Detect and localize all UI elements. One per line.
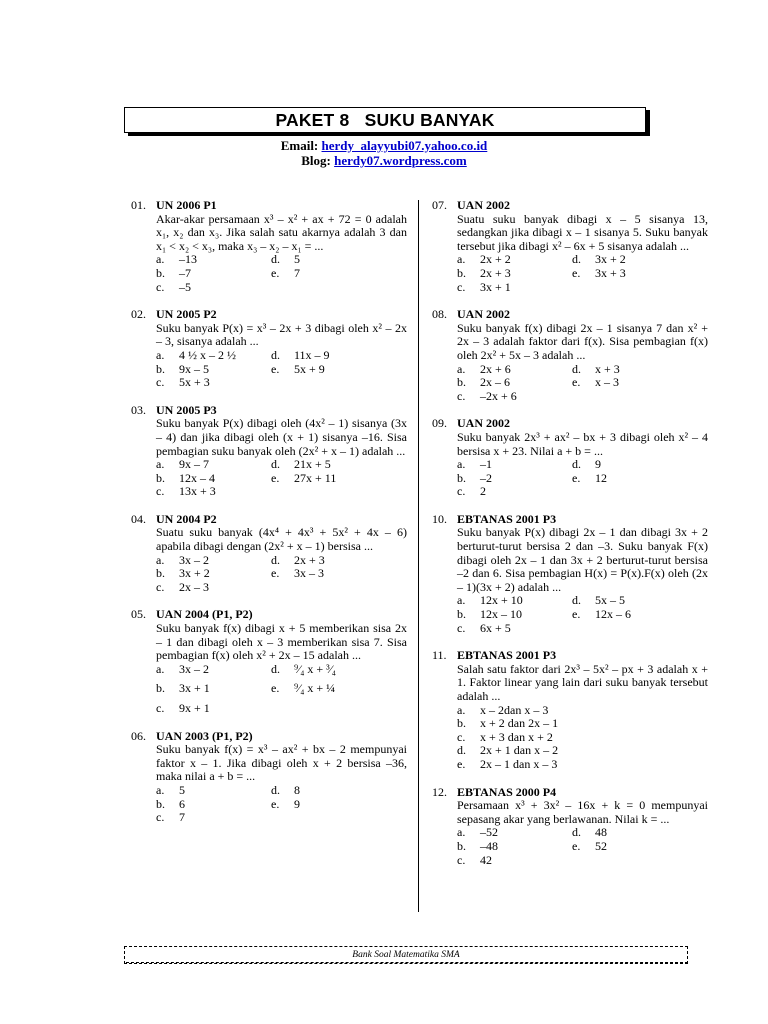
option-letter: c. (156, 375, 165, 390)
option (457, 622, 572, 636)
option-list (457, 253, 708, 294)
question-source: UAN 2002 (457, 198, 510, 212)
question (432, 417, 708, 499)
option-list (156, 663, 407, 716)
option-value: 13x + 3 (179, 484, 216, 499)
option-list (156, 554, 407, 595)
option (457, 253, 572, 267)
option-letter: b. (457, 716, 466, 731)
option (156, 458, 271, 472)
option-value: 3x + 2 (595, 252, 626, 267)
question-number: 10. (432, 511, 447, 526)
option (572, 267, 708, 281)
option-value: 12x + 10 (480, 593, 523, 608)
blog-label: Blog: (301, 153, 335, 168)
option-value: 9x + 1 (179, 701, 210, 715)
option-value: 27x + 11 (294, 470, 337, 485)
option (572, 363, 708, 377)
option (156, 376, 271, 390)
option-value: 52 (595, 838, 607, 853)
option-letter: c. (156, 279, 165, 294)
option-letter: a. (156, 457, 165, 472)
option-value: 2x + 3 (480, 265, 511, 280)
question-text: Suku banyak f(x) dibagi 2x – 1 sisanya 7 dan x² + 2x – 3 adalah faktor dari f(x). Sisa pembagian f(x) oleh 2x² + 5x – 3 adalah ... (457, 320, 708, 362)
option (156, 472, 271, 486)
option-letter: a. (156, 552, 165, 567)
option (156, 811, 271, 825)
option-letter: e. (572, 607, 581, 622)
option-list (457, 594, 708, 635)
option (457, 267, 572, 281)
option-value: –7 (179, 265, 191, 280)
option (271, 458, 407, 472)
option-letter: e. (572, 470, 581, 485)
option-letter: d. (572, 457, 581, 472)
option (271, 567, 407, 581)
option (156, 702, 271, 716)
option (457, 704, 708, 718)
option-value: 12x – 6 (595, 607, 631, 622)
questions-right-column (432, 199, 708, 881)
option-value: 3x – 3 (294, 566, 324, 581)
option-value: 7 (294, 265, 300, 280)
option-letter: a. (457, 593, 466, 608)
option-letter: c. (156, 701, 165, 715)
option-letter: c. (457, 620, 466, 635)
option (457, 744, 708, 758)
option-value: 9x – 7 (179, 457, 209, 472)
option-letter: d. (457, 743, 466, 758)
option-list (156, 784, 407, 825)
option-letter: d. (572, 361, 581, 376)
option-letter: a. (457, 252, 466, 267)
option (271, 682, 407, 696)
option-letter: c. (457, 852, 466, 867)
option (457, 458, 572, 472)
option-letter: b. (457, 375, 466, 390)
question (432, 199, 708, 294)
option-value: x – 2dan x – 3 (480, 702, 549, 717)
option (457, 758, 708, 772)
option-value: 11x – 9 (294, 347, 330, 362)
option (271, 784, 407, 798)
question-source: UN 2005 P2 (156, 307, 217, 322)
blog-line (0, 153, 768, 168)
option (156, 281, 271, 295)
footer-text: Bank Soal Matematika SMA (352, 950, 460, 960)
question-text: Suku banyak P(x) = x³ – 2x + 3 dibagi oleh x² – 2x – 3, sisanya adalah ... (156, 320, 407, 349)
option-value: 5 (294, 252, 300, 267)
option-letter: b. (457, 838, 466, 853)
question-text: Suatu suku banyak dibagi x – 5 sisanya 13, sedangkan jika dibagi x – 1 sisanya 5. Suku banyak tersebut jika dibagi x² – 6x + 5 sisanya adalah ... (457, 211, 708, 253)
option-value: 5x – 5 (595, 593, 625, 608)
option-list (156, 253, 407, 294)
option (271, 363, 407, 377)
option-value: –52 (480, 825, 498, 840)
option (572, 472, 708, 486)
question-number: 11. (432, 648, 447, 663)
question-text: Suku banyak P(x) dibagi oleh (4x² – 1) sisanya (3x – 4) dan jika dibagi oleh (x + 1) sisanya –16. Sisa pembagian suku banyak oleh (2x² + x – 1) adalah ... (156, 416, 407, 458)
option-value: ⁹⁄₄ x + ³⁄₄ (294, 661, 336, 676)
option-value: x + 2 dan 2x – 1 (480, 716, 559, 731)
option-letter: a. (457, 457, 466, 472)
option-list (457, 826, 708, 867)
option-letter: c. (457, 484, 466, 499)
option-value: 2x + 3 (294, 552, 325, 567)
option-letter: e. (271, 566, 280, 581)
option-letter: e. (572, 265, 581, 280)
option (156, 349, 271, 363)
question (432, 308, 708, 403)
option (457, 731, 708, 745)
option (271, 267, 407, 281)
option (457, 717, 708, 731)
option-letter: e. (271, 681, 280, 696)
option-letter: c. (457, 388, 466, 403)
option-letter: b. (156, 566, 165, 581)
option (156, 253, 271, 267)
question-source: EBTANAS 2001 P3 (457, 511, 557, 526)
option-letter: d. (271, 347, 280, 362)
option-value: 21x + 5 (294, 457, 331, 472)
option-value: 9x – 5 (179, 361, 209, 376)
option-value: 2x + 2 (480, 252, 511, 267)
option-value: 3x + 2 (179, 566, 210, 581)
option-value: 2x – 3 (179, 579, 209, 594)
option-value: 12 (595, 470, 607, 485)
option-value: 8 (294, 782, 300, 797)
option (156, 485, 271, 499)
option-value: –1 (480, 457, 492, 472)
option (457, 485, 572, 499)
option (156, 363, 271, 377)
option-letter: b. (156, 470, 165, 485)
option (572, 594, 708, 608)
option-letter: d. (572, 252, 581, 267)
option-value: –48 (480, 838, 498, 853)
question-number: 05. (131, 607, 146, 622)
option-letter: e. (271, 470, 280, 485)
option-value: 48 (595, 825, 607, 840)
questions-left-column (131, 199, 407, 839)
option-value: 5 (179, 782, 185, 797)
option-value: 2x + 1 dan x – 2 (480, 743, 559, 758)
question-source: UAN 2002 (457, 416, 510, 431)
option-value: –5 (179, 279, 191, 294)
question-number: 12. (432, 784, 447, 799)
option (572, 376, 708, 390)
option-value: x + 3 (595, 361, 620, 376)
option-value: 3x + 3 (595, 265, 626, 280)
option-letter: b. (156, 361, 165, 376)
question-source: EBTANAS 2000 P4 (457, 784, 557, 799)
option-letter: d. (271, 782, 280, 797)
option-letter: d. (271, 252, 280, 267)
option-value: x – 3 (595, 375, 619, 390)
option-letter: a. (457, 825, 466, 840)
option-value: 7 (179, 810, 185, 825)
option-value: –13 (179, 252, 197, 267)
option (572, 458, 708, 472)
option-value: 9 (294, 796, 300, 811)
option-letter: a. (156, 252, 165, 267)
option-letter: b. (156, 265, 165, 280)
option-letter: e. (271, 796, 280, 811)
option-letter: c. (457, 729, 466, 744)
option (572, 826, 708, 840)
question-text: Suku banyak f(x) = x³ – ax² + bx – 2 mempunyai faktor x – 1. Jika dibagi oleh x + 2 bersisa –36, maka nilai a + b = ... (156, 742, 407, 784)
question (432, 649, 708, 771)
question-number: 07. (432, 198, 447, 212)
option-letter: d. (572, 825, 581, 840)
option-letter: c. (156, 810, 165, 825)
question (131, 608, 407, 715)
question (131, 199, 407, 294)
question (131, 513, 407, 595)
option (156, 567, 271, 581)
option-value: 4 ½ x – 2 ½ (179, 347, 236, 362)
option-letter: c. (457, 279, 466, 294)
question-source: UAN 2002 (457, 307, 510, 322)
column-divider (418, 200, 419, 912)
option-letter: b. (457, 265, 466, 280)
option-value: 2x – 6 (480, 375, 510, 390)
option-value: 3x + 1 (480, 279, 511, 294)
question-number: 04. (131, 511, 146, 526)
option (271, 554, 407, 568)
question-number: 01. (131, 198, 146, 212)
question-text: Suku banyak 2x³ + ax² – bx + 3 dibagi oleh x² – 4 bersisa x + 23. Nilai a + b = ... (457, 429, 708, 458)
page-title: PAKET 8 SUKU BANYAK (275, 109, 495, 130)
question-source: UN 2005 P3 (156, 402, 217, 417)
question-number: 09. (432, 416, 447, 431)
option (457, 376, 572, 390)
option-letter: a. (457, 361, 466, 376)
option-letter: e. (572, 838, 581, 853)
question-number: 08. (432, 307, 447, 322)
option-letter: b. (457, 470, 466, 485)
question (131, 308, 407, 390)
question (131, 404, 407, 499)
option-value: 2x + 6 (480, 361, 511, 376)
option-value: 9 (595, 457, 601, 472)
option (457, 594, 572, 608)
option-letter: d. (271, 661, 280, 676)
question-number: 02. (131, 307, 146, 322)
option-value: 3x – 2 (179, 661, 209, 676)
page-title-box (124, 107, 646, 133)
option (457, 840, 572, 854)
footer-shadow-line (126, 962, 688, 964)
option (457, 826, 572, 840)
option-letter: b. (457, 607, 466, 622)
option-value: 3x + 1 (179, 681, 210, 696)
email-link[interactable]: herdy_alayyubi07.yahoo.co.id (321, 138, 488, 153)
option-letter: e. (271, 265, 280, 280)
option-letter: c. (156, 579, 165, 594)
option (156, 784, 271, 798)
question-source: UAN 2003 (P1, P2) (156, 728, 253, 743)
option-value: 5x + 9 (294, 361, 325, 376)
option (271, 663, 407, 677)
option (457, 472, 572, 486)
option (572, 840, 708, 854)
question-number: 03. (131, 402, 146, 417)
option (457, 390, 572, 404)
question-text: Suku banyak f(x) dibagi x + 5 memberikan sisa 2x – 1 dan dibagi oleh x – 3 memberikan sisa 7. Sisa pembagian f(x) oleh x² + 2x – 15 adalah ... (156, 621, 407, 663)
option-list (457, 704, 708, 772)
option-list (457, 363, 708, 404)
option (457, 608, 572, 622)
question-source: UN 2004 P2 (156, 511, 217, 526)
option (156, 798, 271, 812)
option-letter: d. (271, 457, 280, 472)
question-text: Suku banyak P(x) dibagi 2x – 1 dan dibagi 3x + 2 berturut-turut bersisa 2 dan –3. Suku banyak F(x) dibagi oleh 2x – 1 dan 3x + 2 berturut-turut bersisa –2 dan 6. Sisa pembagian H(x) = P(x).F(x) oleh (2x – 1)(3x + 2) adalah ... (457, 525, 708, 594)
question-number: 06. (131, 728, 146, 743)
option (572, 608, 708, 622)
option-value: x + 3 dan x + 2 (480, 729, 553, 744)
option-letter: d. (572, 593, 581, 608)
option (572, 253, 708, 267)
option-value: 2x – 1 dan x – 3 (480, 756, 558, 771)
email-label: Email: (280, 138, 322, 153)
option (156, 682, 271, 696)
option-letter: b. (156, 681, 165, 696)
option-value: 3x – 2 (179, 552, 209, 567)
option-letter: c. (156, 484, 165, 499)
option-value: 6 (179, 796, 185, 811)
option-value: 6x + 5 (480, 620, 511, 635)
question-text: Akar-akar persamaan x³ – x² + ax + 72 = 0 adalah x₁, x₂ dan x₃. Jika salah satu akarnya adalah 3 dan x₁ < x₂ < x₃, maka x₃ – x₂ – x₁ = ... (156, 211, 407, 253)
option-value: –2x + 6 (480, 388, 517, 403)
question (432, 513, 708, 635)
option (271, 472, 407, 486)
question-source: EBTANAS 2001 P3 (457, 648, 557, 663)
option (457, 854, 572, 868)
option-letter: a. (156, 661, 165, 676)
option-letter: e. (457, 756, 466, 771)
question-text: Salah satu faktor dari 2x³ – 5x² – px + 3 adalah x + 1. Faktor linear yang lain dari suku banyak tersebut adalah ... (457, 661, 708, 703)
option-list (156, 349, 407, 390)
option-value: 42 (480, 852, 492, 867)
option-list (156, 458, 407, 499)
option (457, 281, 572, 295)
question-source: UN 2006 P1 (156, 198, 217, 212)
option (271, 798, 407, 812)
option (271, 253, 407, 267)
email-line (0, 138, 768, 153)
option-value: –2 (480, 470, 492, 485)
option-letter: a. (156, 347, 165, 362)
option-value: 2 (480, 484, 486, 499)
option-value: 12x – 4 (179, 470, 215, 485)
option-letter: b. (156, 796, 165, 811)
option (156, 554, 271, 568)
question (432, 786, 708, 868)
option-list (457, 458, 708, 499)
option-value: ⁹⁄₄ x + ¼ (294, 681, 336, 696)
option-value: 5x + 3 (179, 375, 210, 390)
option (271, 349, 407, 363)
blog-link[interactable]: herdy07.wordpress.com (334, 153, 467, 168)
option (457, 363, 572, 377)
option (156, 581, 271, 595)
option-letter: e. (271, 361, 280, 376)
option-letter: a. (156, 782, 165, 797)
option-letter: a. (457, 702, 466, 717)
question-source: UAN 2004 (P1, P2) (156, 607, 253, 622)
option (156, 267, 271, 281)
option-value: 12x – 10 (480, 607, 522, 622)
question (131, 730, 407, 825)
question-text: Suatu suku banyak (4x⁴ + 4x³ + 5x² + 4x – 6) apabila dibagi dengan (2x² + x – 1) bersisa ... (156, 525, 407, 554)
question-text: Persamaan x³ + 3x² – 16x + k = 0 mempunyai sepasang akar yang berlawanan. Nilai k = ... (457, 798, 708, 826)
option (156, 663, 271, 677)
option-letter: e. (572, 375, 581, 390)
option-letter: d. (271, 552, 280, 567)
